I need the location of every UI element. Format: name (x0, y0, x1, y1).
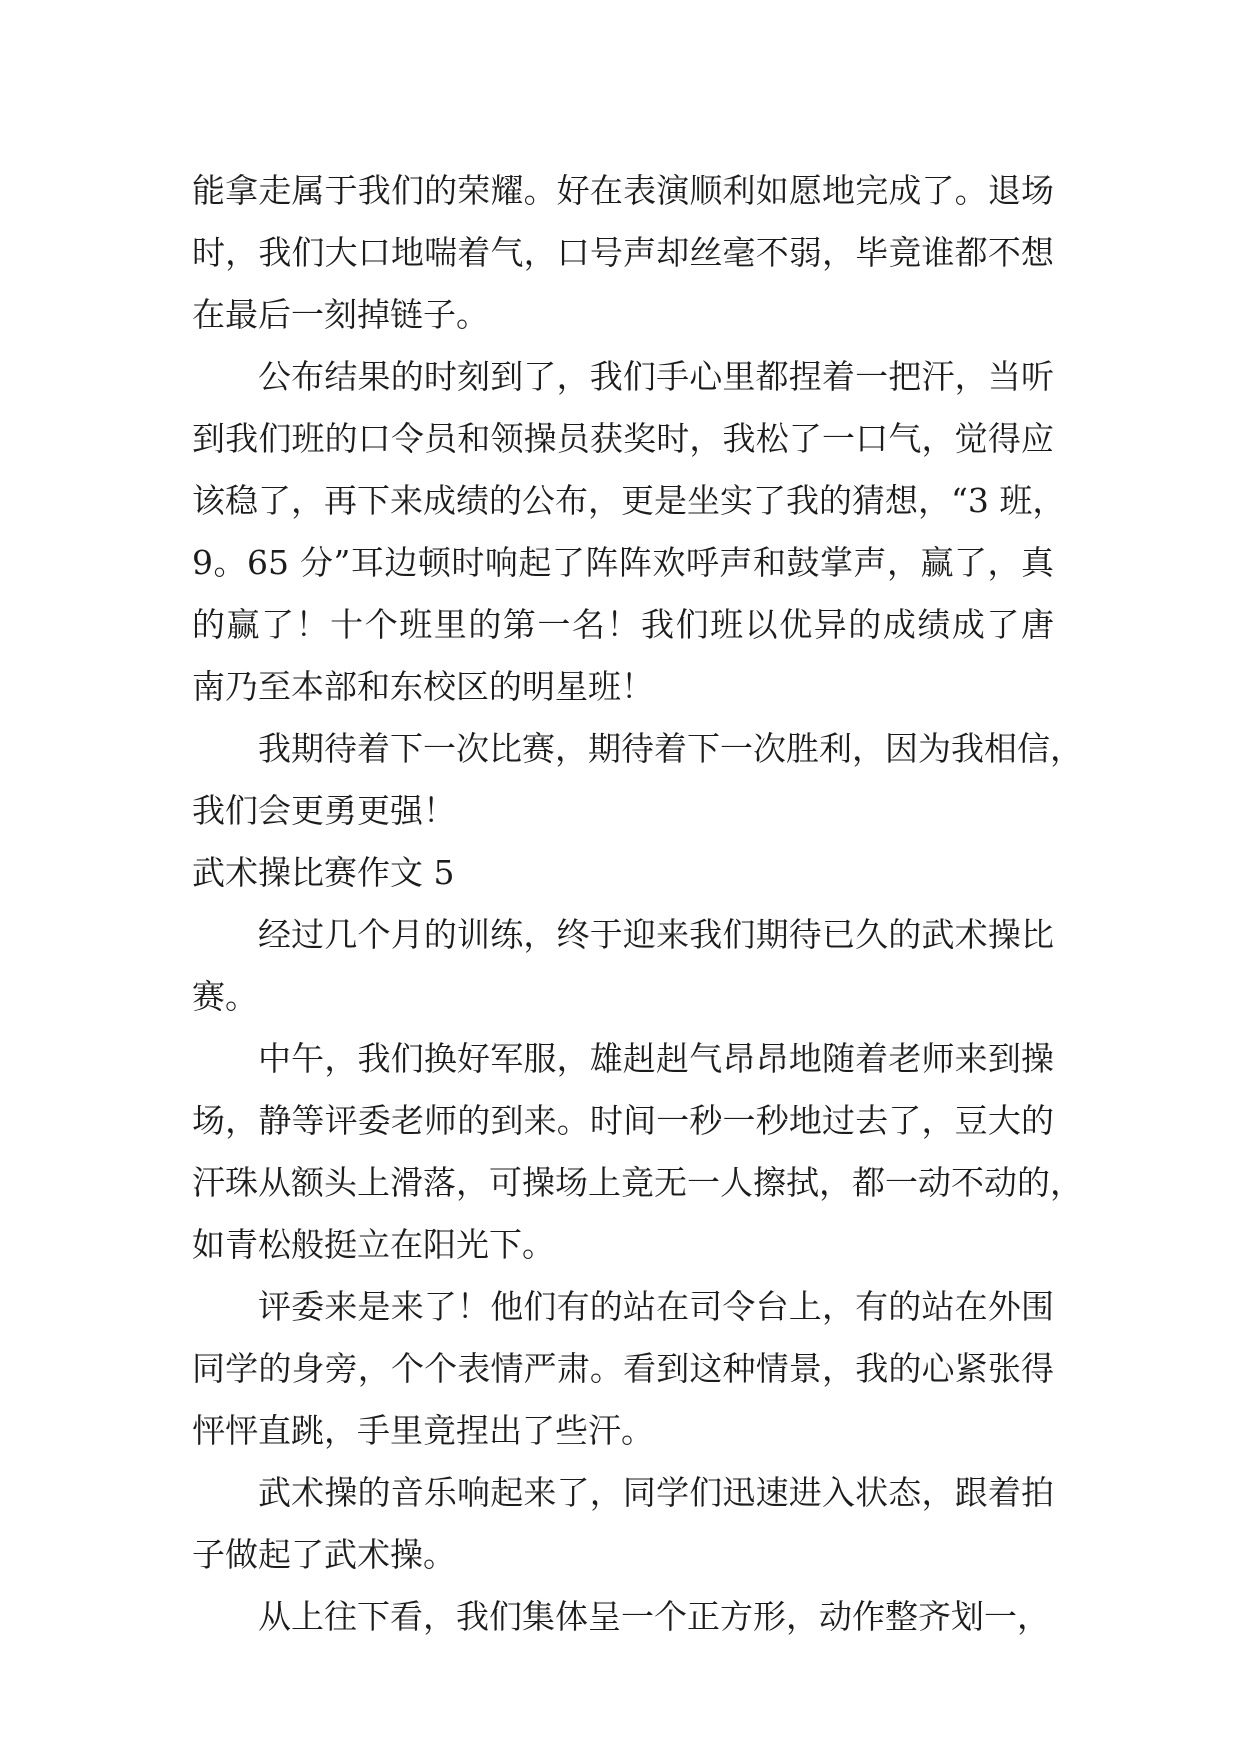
text-line: 同学的身旁，个个表情严肃。看到这种情景，我的心紧张得 (192, 1349, 1054, 1388)
text-line: 如青松般挺立在阳光下。 (192, 1225, 555, 1264)
text-line: 南乃至本部和东校区的明星班！ (192, 667, 654, 706)
text-line: 能拿走属于我们的荣耀。好在表演顺利如愿地完成了。退场 (192, 171, 1054, 210)
paragraph (192, 904, 1054, 1028)
text-line: 到我们班的口令员和领操员获奖时，我松了一口气，觉得应 (192, 419, 1054, 458)
text-line: 该稳了，再下来成绩的公布，更是坐实了我的猜想，“3 班， (192, 481, 1066, 520)
text-line: 公布结果的时刻到了，我们手心里都捏着一把汗，当听 (258, 357, 1054, 396)
text-line: 子做起了武术操。 (192, 1535, 456, 1574)
section-heading: 武术操比赛作文 5 (192, 853, 455, 892)
text-line: 我期待着下一次比赛，期待着下一次胜利，因为我相信， (258, 729, 1083, 768)
paragraph (192, 160, 1054, 346)
text-line: 赛。 (192, 977, 258, 1016)
text-line: 汗珠从额头上滑落，可操场上竟无一人擦拭，都一动不动的， (192, 1163, 1083, 1202)
text-line: 场，静等评委老师的到来。时间一秒一秒地过去了，豆大的 (192, 1101, 1054, 1140)
text-line: 怦怦直跳，手里竟捏出了些汗。 (192, 1411, 654, 1450)
text-line: 武术操的音乐响起来了，同学们迅速进入状态，跟着拍 (258, 1473, 1054, 1512)
paragraph (192, 718, 1083, 842)
paragraph (192, 1586, 1054, 1648)
text-line: 经过几个月的训练，终于迎来我们期待已久的武术操比 (258, 915, 1054, 954)
text-line: 9。65 分”耳边顿时响起了阵阵欢呼声和鼓掌声，赢了，真 (192, 543, 1054, 582)
text-line: 的赢了！十个班里的第一名！我们班以优异的成绩成了唐 (192, 605, 1054, 644)
paragraph (192, 1028, 1083, 1276)
document-body (192, 160, 1083, 1648)
text-line: 在最后一刻掉链子。 (192, 295, 489, 334)
text-line: 从上往下看，我们集体呈一个正方形，动作整齐划一， (258, 1597, 1050, 1636)
text-line: 时，我们大口地喘着气，口号声却丝毫不弱，毕竟谁都不想 (192, 233, 1054, 272)
text-line: 评委来是来了！他们有的站在司令台上，有的站在外围 (258, 1287, 1054, 1326)
paragraph (192, 1462, 1054, 1586)
text-line: 我们会更勇更强！ (192, 791, 456, 830)
paragraph (192, 1276, 1054, 1462)
text-line: 中午，我们换好军服，雄赳赳气昂昂地随着老师来到操 (258, 1039, 1054, 1078)
paragraph (192, 346, 1066, 718)
